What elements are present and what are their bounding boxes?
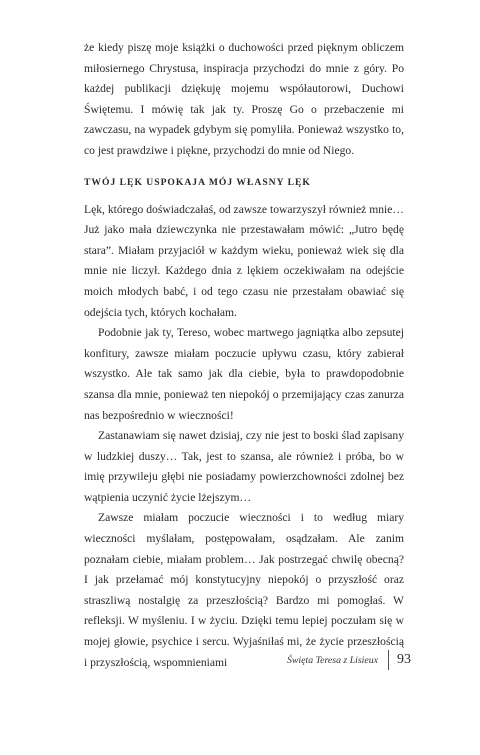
footer-divider [388, 650, 389, 670]
body-text [84, 38, 404, 673]
page-footer [0, 650, 411, 670]
running-title: Święta Teresa z Lisieux [287, 654, 378, 666]
paragraph: Lęk, którego doświadczałaś, od zawsze towarzyszył również mnie… Już jako mała dziewczynka nie przestawałam mówić: „Jutro będę stara”. Miałam przyjaciół w każdym wieku, ponieważ wiek się dla mnie nie liczył. Każdego dnia z lękiem oczekiwałam na odejście moich młodych babć, i od tego czasu nie przestałam obawiać się odejścia tych, których kochałam. [84, 202, 404, 319]
section-heading: TWÓJ LĘK USPOKAJA MÓJ WŁASNY LĘK [84, 176, 311, 188]
paragraph: Zawsze miałam poczucie wieczności i to według miary wieczności myślałam, postępowałam, osądzałam. Ale zanim poznałam ciebie, miałam problem… Jak postrzegać chwilę obecną? I jak przełamać mój konstytucyjny niepokój o przyszłość oraz straszliwą nostalgię za przeszłością? Bardzo mi pomogłaś. W refleksji. W myśleniu. I w życiu. Dzięki temu lepiej poczułam się w mojej głowie, psychice i sercu. Wyjaśniłaś mi, że życie przeszłością i przyszłością, wspomnieniami [84, 511, 404, 669]
paragraph: Zastanawiam się nawet dzisiaj, czy nie jest to boski ślad zapisany w ludzkiej duszy… Tak, jest to szansa, ale również i próba, bo w imię przywileju głębi nie posiadamy powierzchowności zdolnej bez wątpienia uczynić życie lżejszym… [84, 429, 404, 504]
page-number: 93 [397, 652, 411, 667]
paragraph: Podobnie jak ty, Tereso, wobec martwego jagniątka albo zepsutej konfitury, zawsze miałam poczucie upływu czasu, który zabierał wszystko. Ale tak samo jak dla ciebie, była to prawdopodobnie szansa dla mnie, ponieważ ten niepokój o przemijający czas zanurza nas bezpośrednio w wieczności! [84, 326, 404, 422]
paragraph-continuation: że kiedy piszę moje książki o duchowości przed pięknym obliczem miłosiernego Chrystusa, inspiracja przychodzi do mnie z góry. Po każdej publikacji dziękuję mojemu współautorowi, Duchowi Świętemu. I mówię tak jak ty. Proszę Go o przebaczenie mi zawczasu, na wypadek gdybym się pomyliła. Ponieważ wszystko to, co jest prawdziwe i piękne, przychodzi do mnie od Niego. [84, 41, 404, 157]
